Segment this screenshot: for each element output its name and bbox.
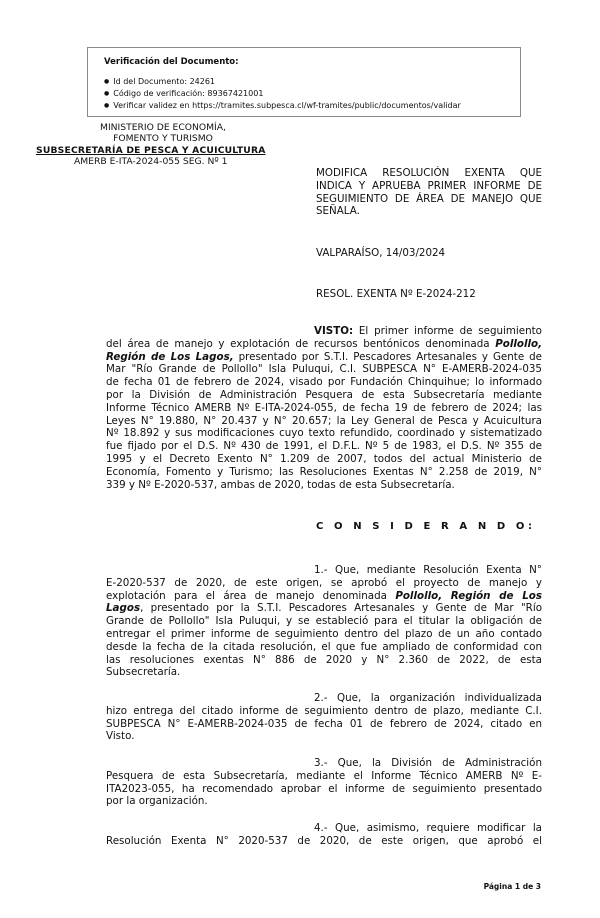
considerando-paragraph-3: 3.- Que, la División de Administración Pesquera de esta Subsecretaría, mediante el Informe Técnico AMERB Nº E- ITA2023-055, ha recomendado aprobar el informe de seguimiento presentado por la organización. [106, 757, 542, 808]
verification-link[interactable]: Verificar validez en https://tramites.subpesca.cl/wf-tramites/public/documentos/validar [113, 101, 461, 110]
list-item: ● Código de verificación: 89367421001 [104, 89, 264, 98]
bullet-icon: ● [104, 90, 110, 97]
visto-paragraph: VISTO: El primer informe de seguimiento del área de manejo y explotación de recursos bentónicos denominada Pollollo, Región de Los Lagos, presentado por S.T.I. Pescadores Artesanales y Gente de Mar "Río Grande de Pollollo" Isla Puluqui, C.I. SUBPESCA N° E-AMERB-2024-035 de fecha 01 de febrero de 2024, visado por Fundación Chinquihue; lo informado por la División de Administración Pesquera de esta Subsecretaría mediante Informe Técnico AMERB Nº E-ITA-2024-055, de fecha 19 de febrero de 2024; las Leyes N° 19.880, N° 20.437 y N° 20.657; la Ley General de Pesca y Acuicultura Nº 18.892 y sus modificaciones cuyo texto refundido, coordinado y sistematizado fue fijado por el D.S. Nº 430 de 1991, el D.F.L. Nº 5 de 1983, el D.S. Nº 355 de 1995 y el Decreto Exento N° 1.209 de 2007, todos del actual Ministerio de Economía, Fomento y Turismo; las Resoluciones Exentas N° 2.258 de 2019, N° 339 y Nº E-2020-537, ambas de 2020, todas de esta Subsecretaría. [106, 325, 543, 491]
resolution-number: RESOL. EXENTA Nº E-2024-212 [316, 288, 476, 300]
considerando-heading: C O N S I D E R A N D O: [316, 521, 536, 532]
considerando-paragraph-1: 1.- Que, mediante Resolución Exenta N° E-2020-537 de 2020, de este origen, se aprobó el proyecto de manejo y explotación para el área de manejo denominada Pollollo, Región de Los Lagos, presentado por la S.T.I. Pescadores Artesanales y Gente de Mar "Río Grande de Pollollo" Isla Puluqui, y se estableció para el titular la obligación de entregar el primer informe de seguimiento dentro del plazo de un año contado desde la fecha de la citada resolución, el que fue ampliado de conformidad con las resoluciones exentas N° 886 de 2020 y N° 2.360 de 2022, de esta Subsecretaría. [106, 564, 542, 679]
page-number: Página 1 de 3 [483, 882, 541, 891]
bullet-icon: ● [104, 78, 110, 85]
verification-box [87, 47, 521, 117]
subsecretaria-title: SUBSECRETARÍA DE PESCA Y ACUICULTURA [36, 144, 266, 156]
visto-label: VISTO: [314, 325, 354, 337]
list-item[interactable] [104, 100, 461, 112]
ministry-line: FOMENTO Y TURISMO [113, 133, 213, 145]
document-code: AMERB E-ITA-2024-055 SEG. Nº 1 [74, 156, 228, 168]
list-item: ● Id del Documento: 24261 [104, 77, 216, 86]
document-subject: MODIFICA RESOLUCIÓN EXENTA QUE INDICA Y APRUEBA PRIMER INFORME DE SEGUIMIENTO DE ÁREA DE MANEJO QUE SEÑALA. [316, 167, 542, 218]
considerando-paragraph-4: 4.- Que, asimismo, requiere modificar la Resolución Exenta N° 2020-537 de 2020, de este origen, que aprobó el [106, 822, 542, 847]
ministry-line: MINISTERIO DE ECONOMÍA, [100, 122, 226, 133]
considerando-paragraph-2: 2.- Que, la organización individualizada hizo entrega del citado informe de seguimiento dentro de plazo, mediante C.I. SUBPESCA N° E-AMERB-2024-035 de fecha 01 de febrero de 2024, citado en Visto. [106, 692, 542, 743]
verification-title: Verificación del Documento: [104, 57, 239, 67]
place-date: VALPARAÍSO, 14/03/2024 [316, 247, 446, 259]
verification-list [104, 76, 461, 112]
bullet-icon: ● [104, 102, 110, 109]
ministry-header [36, 122, 290, 168]
